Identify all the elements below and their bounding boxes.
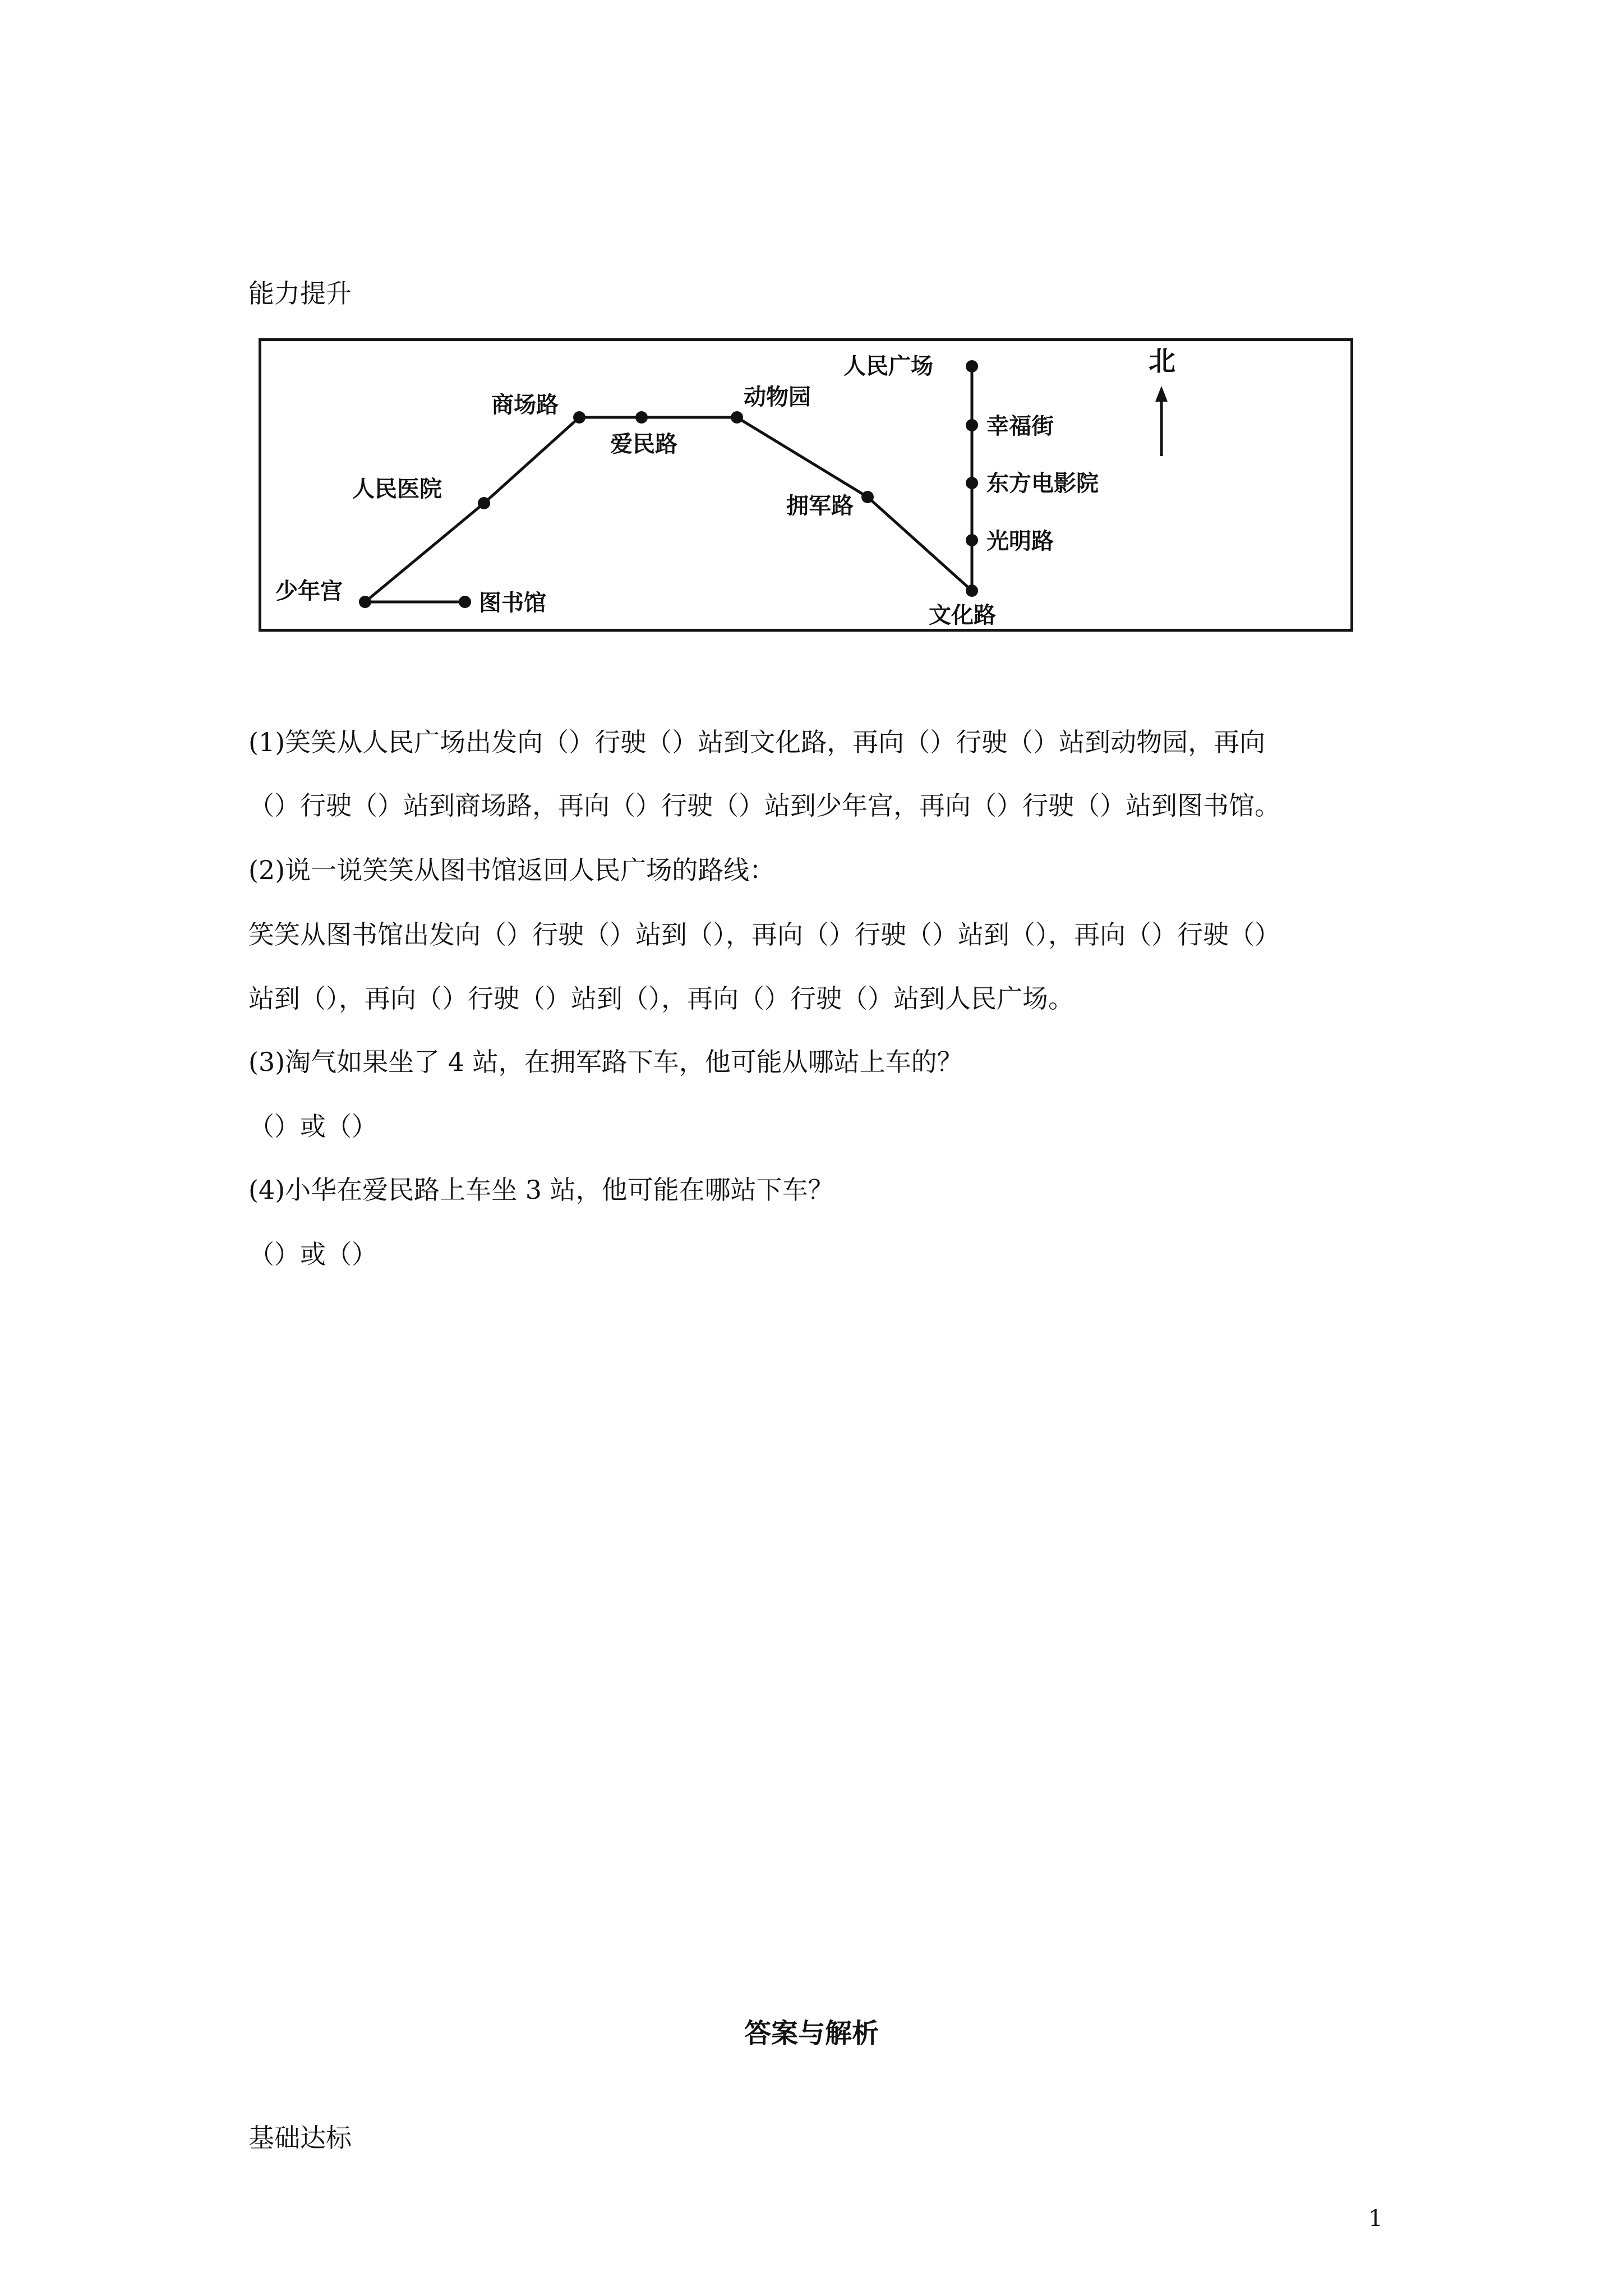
basics-heading: 基础达标 xyxy=(248,2123,352,2153)
station-dot-guangming-lu xyxy=(966,534,978,546)
north-arrow-icon xyxy=(1155,386,1168,456)
answer-heading: 答案与解析 xyxy=(744,2018,879,2049)
section-title: 能力提升 xyxy=(248,278,352,309)
question-3-line-2: （）或（） xyxy=(248,1111,377,1142)
station-label-guangming-lu: 光明路 xyxy=(986,528,1054,554)
station-label-wenhua-lu: 文化路 xyxy=(929,602,996,628)
station-label-renmin-yiyuan: 人民医院 xyxy=(352,476,442,502)
station-dot-dongfang-dianyingyuan xyxy=(966,477,978,489)
question-3-line-1: (3)淘气如果坐了 4 站，在拥军路下车，他可能从哪站上车的？ xyxy=(248,1047,963,1077)
question-1-line-2: （）行驶（）站到商场路，再向（）行驶（）站到少年宫，再向（）行驶（）站到图书馆。 xyxy=(248,790,1280,821)
station-label-shangchang-lu: 商场路 xyxy=(491,392,559,418)
question-2-line-1: (2)说一说笑笑从图书馆返回人民广场的路线： xyxy=(248,855,776,885)
station-dot-yongjun-lu xyxy=(861,491,874,503)
page-number: 1 xyxy=(1368,2206,1383,2231)
station-label-aimin-lu: 爱民路 xyxy=(610,431,677,457)
station-dot-shaonian-gong xyxy=(359,596,371,608)
bus-route-map xyxy=(259,338,1353,632)
question-1-line-1: (1)笑笑从人民广场出发向（）行驶（）站到文化路，再向（）行驶（）站到动物园，再向 xyxy=(248,727,1266,757)
station-dot-wenhua-lu xyxy=(966,585,978,597)
station-dot-shangchang-lu xyxy=(573,411,585,424)
route-map-svg xyxy=(261,341,1350,629)
station-label-renmin-guangchang: 人民广场 xyxy=(843,353,933,379)
station-label-dongwuyuan: 动物园 xyxy=(744,384,811,410)
station-dot-xingfu-jie xyxy=(966,419,978,431)
station-dot-renmin-yiyuan xyxy=(478,497,490,509)
question-4-line-1: (4)小华在爱民路上车坐 3 站，他可能在哪站下车？ xyxy=(248,1175,834,1205)
question-4-line-2: （）或（） xyxy=(248,1239,377,1269)
station-dot-tushuguan xyxy=(459,596,471,608)
station-label-yongjun-lu: 拥军路 xyxy=(786,493,854,519)
north-label: 北 xyxy=(1149,346,1176,377)
station-dot-aimin-lu xyxy=(635,411,648,424)
station-label-tushuguan: 图书馆 xyxy=(479,590,546,616)
station-dot-renmin-guangchang xyxy=(966,360,978,372)
station-label-dongfang-dianyingyuan: 东方电影院 xyxy=(986,471,1099,496)
station-label-xingfu-jie: 幸福街 xyxy=(986,413,1054,439)
question-2-line-3: 站到（），再向（）行驶（）站到（），再向（）行驶（）站到人民广场。 xyxy=(248,983,1074,1014)
station-label-shaonian-gong: 少年宫 xyxy=(275,578,343,604)
question-2-line-2: 笑笑从图书馆出发向（）行驶（）站到（），再向（）行驶（）站到（），再向（）行驶（） xyxy=(248,919,1280,950)
station-dot-dongwuyuan xyxy=(731,411,743,424)
